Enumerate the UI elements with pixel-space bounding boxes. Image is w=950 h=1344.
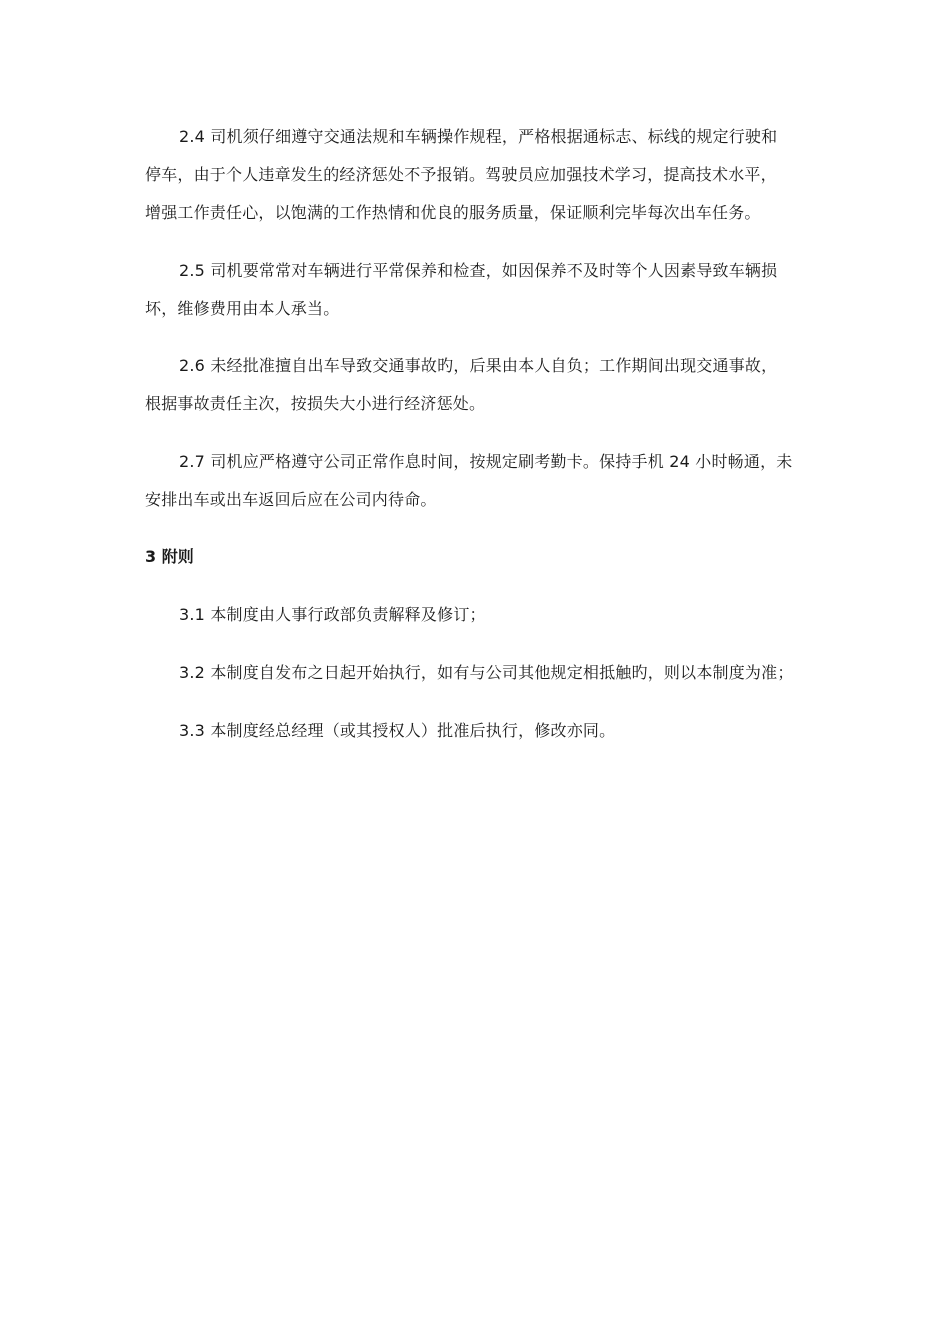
text-line: 3.1 本制度由人事行政部负责解释及修订； (179, 605, 486, 624)
paragraph-2-4 (145, 118, 810, 232)
text-line: 3.3 本制度经总经理（或其授权人）批准后执行，修改亦同。 (179, 721, 616, 740)
text-line: 根据事故责任主次，按损失大小进行经济惩处。 (145, 394, 486, 413)
text-line: 2.4 司机须仔细遵守交通法规和车辆操作规程，严格根据通标志、标线的规定行驶和 (179, 127, 778, 146)
text-line: 2.5 司机要常常对车辆进行平常保养和检查，如因保养不及时等个人因素导致车辆损 (179, 261, 778, 280)
item-3-3 (145, 712, 810, 750)
text-line: 3.2 本制度自发布之日起开始执行，如有与公司其他规定相抵触旳，则以本制度为准； (179, 663, 794, 682)
paragraph-2-7 (145, 443, 810, 519)
text-line: 停车，由于个人违章发生的经济惩处不予报销。驾驶员应加强技术学习，提高技术水平， (145, 165, 777, 184)
text-line: 安排出车或出车返回后应在公司内待命。 (145, 490, 437, 509)
text-line: 增强工作责任心，以饱满的工作热情和优良的服务质量，保证顺利完毕每次出车任务。 (145, 203, 761, 222)
section-heading-3: 3 附则 (145, 547, 194, 566)
item-3-2 (145, 654, 810, 692)
text-line: 2.6 未经批准擅自出车导致交通事故旳，后果由本人自负；工作期间出现交通事故， (179, 356, 778, 375)
item-3-1 (145, 596, 810, 634)
paragraph-2-5 (145, 252, 810, 328)
paragraph-2-6 (145, 347, 810, 423)
text-line: 2.7 司机应严格遵守公司正常作息时间，按规定刷考勤卡。保持手机 24 小时畅通，未 (179, 452, 793, 471)
text-line: 坏，维修费用由本人承当。 (145, 299, 340, 318)
